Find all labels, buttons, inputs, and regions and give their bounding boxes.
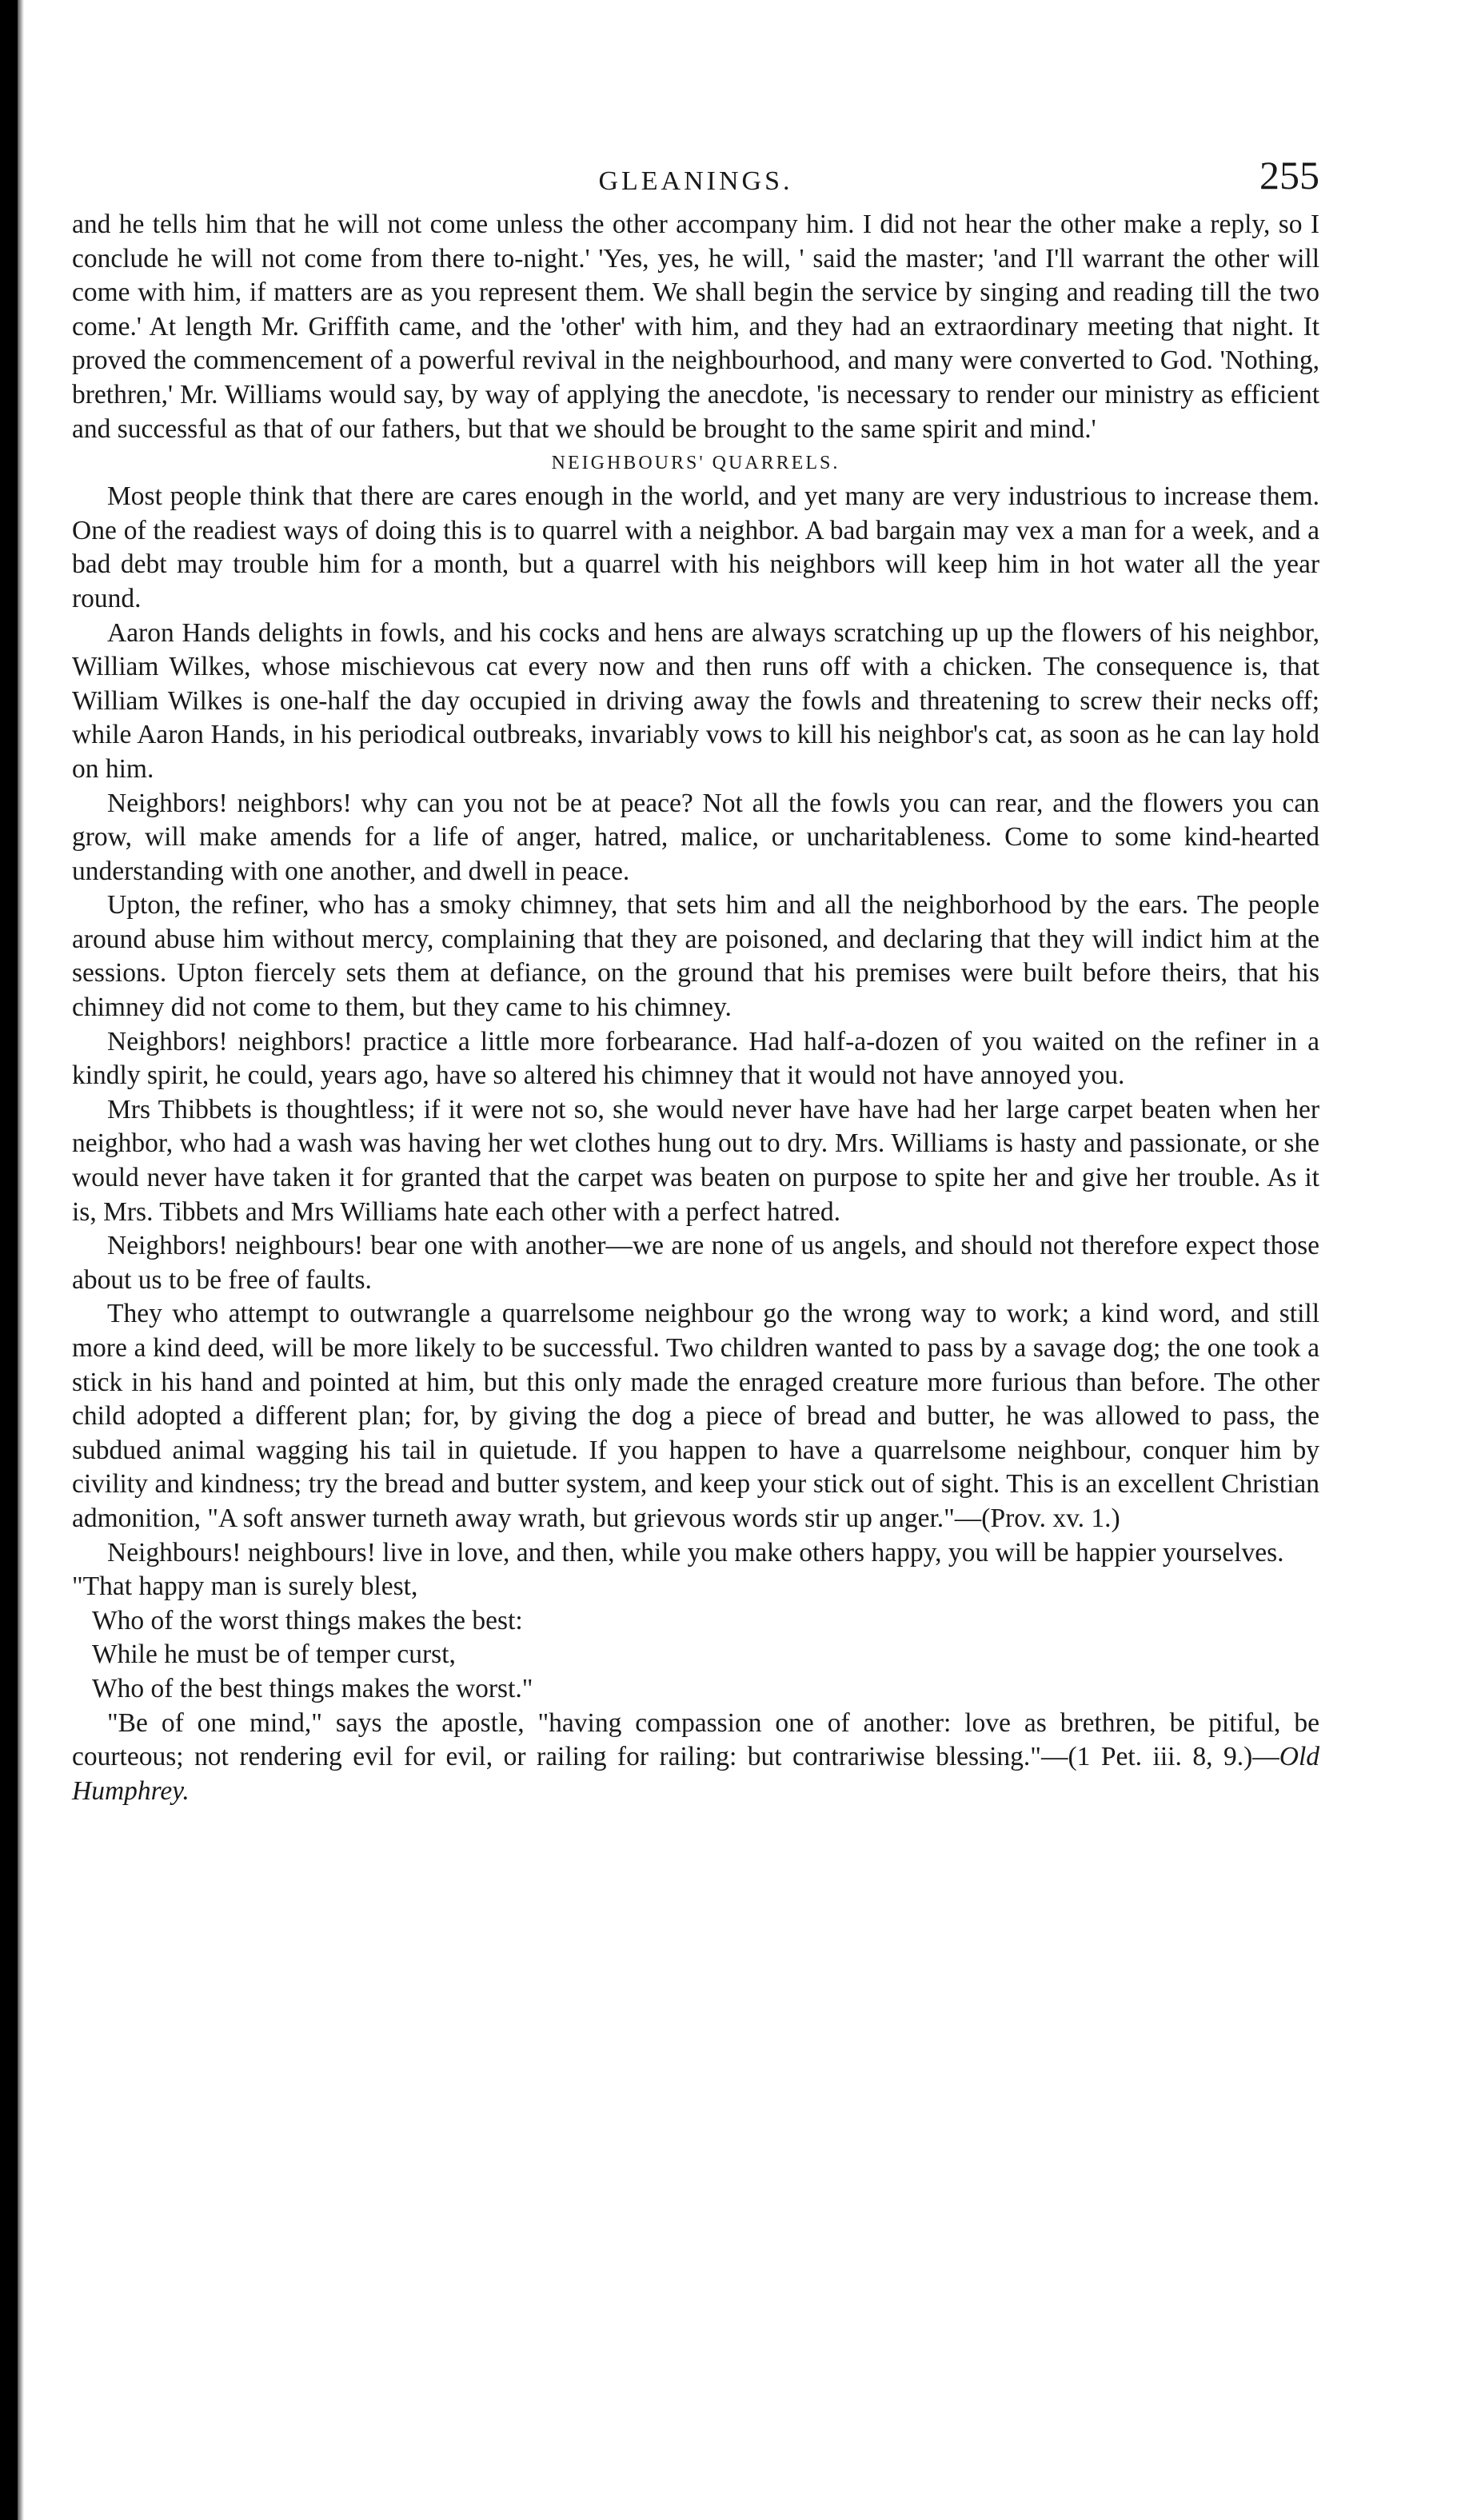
binding-edge [0, 0, 18, 2520]
paragraph-neighbors-peace: Neighbors! neighbors! why can you not be at peace? Not all the fowls you can rear, and the flowers you can grow, will make amends for a life of anger, hatred, malice, or uncharitableness. Come to some kind-hearted understanding with one another, and dwell in peace. [72, 788, 1319, 886]
binding-shadow [18, 0, 24, 2520]
poem-line: Who of the worst things makes the best: [92, 1605, 523, 1635]
page-number: 255 [1259, 153, 1319, 198]
poem-line: "That happy man is surely blest, [72, 1572, 418, 1602]
paragraph-aaron-hands: Aaron Hands delights in fowls, and his cocks and hens are always scratching up up the flowers of his neighbor, William Wilkes, whose mischievous cat every now and then runs off with a chicken. The consequence is, that William Wilkes is one-half the day occupied in driving away the fowls and threatening to screw their necks off; while Aaron Hands, in his periodical outbreaks, invariably vows to kill his neighbor's cat, as soon as he can lay hold on him. [72, 617, 1319, 784]
running-head [72, 152, 1319, 208]
page [72, 152, 1319, 1808]
intro-paragraph: and he tells him that he will not come unless the other accompany him. I did not hear the other make a reply, so I conclude he will not come from there to-night.' 'Yes, yes, he will, ' said the master; 'and I'll warrant the other will come with him, if matters are as you represent them. We shall begin the service by singing and reading till the two come.' At length Mr. Griffith came, and the 'other' with him, and they had an extraordinary meeting that night. It proved the commencement of a powerful revival in the neighbourhood, and many were converted to God. 'Nothing, brethren,' Mr. Williams would say, by way of applying the anecdote, 'is necessary to render our ministry as efficient and successful as that of our fathers, but that we should be brought to the same spirit and mind.' [72, 210, 1319, 444]
paragraph-mrs-thibbets: Mrs Thibbets is thoughtless; if it were not so, she would never have have had her large carpet beaten when her neighbor, who had a wash was having her wet clothes hung out to dry. Mrs. Williams is hasty and passionate, or she would never have taken it for granted that the carpet was beaten on purpose to spite her and give her trouble. As it is, Mrs. Tibbets and Mrs Williams hate each other with a perfect hatred. [72, 1094, 1319, 1227]
closing-text: "Be of one mind," says the apostle, "having compassion one of another: love as brethren, be pitiful, be courteous; not rendering evil for evil, or railing for railing: but contrariwise blessing."—(1 Pet. iii. 8, 9.)— [72, 1707, 1319, 1772]
paragraph-cares: Most people think that there are cares enough in the world, and yet many are very industrious to increase them. One of the readiest ways of doing this is to quarrel with a neighbor. A bad bargain may vex a man for a week, and a bad debt may trouble him for a month, but a quarrel with his neighbors will keep him in hot water all the year round. [72, 481, 1319, 613]
section-heading: NEIGHBOURS' QUARRELS. [551, 453, 840, 474]
closing-paragraph [72, 1707, 1319, 1809]
paragraph-upton: Upton, the refiner, who has a smoky chimney, that sets him and all the neighborhood by the ears. The people around abuse him without mercy, complaining that they are poisoned, and declaring that they will indict him at the sessions. Upton fiercely sets them at defiance, on the ground that his premises were built before theirs, that his chimney did not come to them, but they came to his chimney. [72, 890, 1319, 1023]
running-title: GLEANINGS. [598, 166, 793, 196]
paragraph-forbearance: Neighbors! neighbors! practice a little more forbearance. Had half-a-dozen of you waited on the refiner in a kindly spirit, he could, years ago, have so altered his chimney that it would not have annoyed you. [72, 1026, 1319, 1091]
poem [72, 1570, 1319, 1706]
poem-line: While he must be of temper curst, [92, 1639, 456, 1670]
paragraph-live-in-love: Neighbours! neighbours! live in love, and then, while you make others happy, you will be happier yourselves. [107, 1537, 1284, 1568]
paragraph-bear-one-another: Neighbors! neighbours! bear one with another—we are none of us angels, and should not therefore expect those about us to be free of faults. [72, 1231, 1319, 1295]
paragraph-outwrangle: They who attempt to outwrangle a quarrelsome neighbour go the wrong way to work; a kind word, and still more a kind deed, will be more likely to be successful. Two children wanted to pass by a savage dog; the one took a stick in his hand and pointed at him, but this only made the enraged creature more furious than before. The other child adopted a different plan; for, by giving the dog a piece of bread and butter, he was allowed to pass, the subdued animal wagging his tail in quietude. If you happen to have a quarrelsome neighbour, conquer him by civility and kindness; try the bread and butter system, and keep your stick out of sight. This is an excellent Christian admonition, "A soft answer turneth away wrath, but grievous words stir up anger."—(Prov. xv. 1.) [72, 1299, 1319, 1533]
body-text [72, 208, 1319, 1808]
poem-line: Who of the best things makes the worst." [92, 1673, 533, 1703]
attribution: Old Humphrey. [72, 1742, 1319, 1806]
